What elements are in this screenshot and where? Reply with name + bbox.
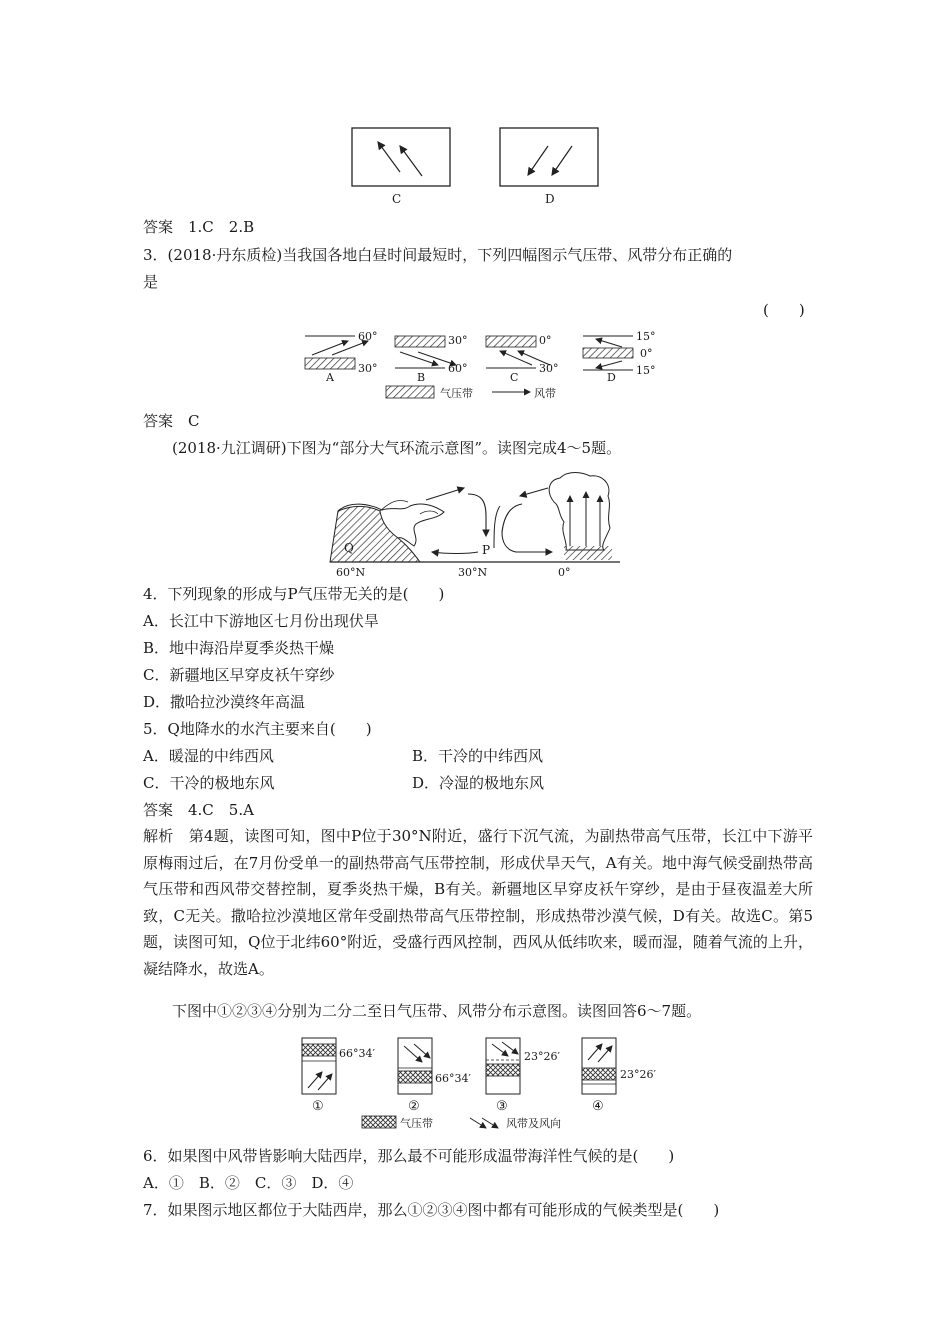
figure-label-d: D xyxy=(545,192,555,206)
q6-panel4-lat: 23°26′ xyxy=(620,1068,656,1081)
circulation-label-p: P xyxy=(482,543,491,557)
q3-d-lat-bottom: 15° xyxy=(636,364,656,377)
question-5-option-a: A．暖湿的中纬西风 xyxy=(143,747,274,765)
question-4-option-a: A．长江中下游地区七月份出现伏旱 xyxy=(143,612,379,630)
question-3-line2: 是 xyxy=(143,273,159,291)
q3-a-lat-bottom: 30° xyxy=(358,362,378,375)
figure-wind-boxes-cd xyxy=(340,120,620,215)
q6-panel3-label: ③ xyxy=(496,1099,508,1114)
intro-6-7: 下图中①②③④分别为二分二至日气压带、风带分布示意图。读图回答6～7题。 xyxy=(172,1002,702,1020)
answer-3: 答案 C xyxy=(143,412,200,430)
question-4-stem: 4．下列现象的形成与P气压带无关的是( ) xyxy=(143,585,445,603)
circulation-lat-60: 60°N xyxy=(336,566,366,579)
question-5-option-b: B．干冷的中纬西风 xyxy=(412,747,544,765)
question-5-stem: 5．Q地降水的水汽主要来自( ) xyxy=(143,720,372,738)
question-4-option-d: D．撒哈拉沙漠终年高温 xyxy=(143,693,306,711)
circulation-lat-0: 0° xyxy=(558,566,571,579)
q3-a-lat-top: 60° xyxy=(358,330,378,343)
question-5-option-c: C．干冷的极地东风 xyxy=(143,774,275,792)
answer-4-5: 答案 4.C 5.A xyxy=(143,801,254,819)
q6-panel3-lat: 23°26′ xyxy=(524,1050,560,1063)
q3-c-lat-top: 0° xyxy=(539,334,552,347)
question-6-stem: 6．如果图中风带皆影响大陆西岸，那么最不可能形成温带海洋性气候的是( ) xyxy=(143,1147,675,1165)
q3-d-lat-mid: 0° xyxy=(640,347,653,360)
q3-label-d: D xyxy=(607,371,616,384)
circulation-label-q: Q xyxy=(344,541,354,555)
question-6-options: A．① B．② C．③ D．④ xyxy=(143,1174,354,1192)
question-5-option-d: D．冷湿的极地东风 xyxy=(412,774,545,792)
circulation-lat-30: 30°N xyxy=(458,566,488,579)
q6-panel1-label: ① xyxy=(312,1099,324,1114)
q6-panel4-label: ④ xyxy=(592,1099,604,1114)
q3-legend-wind: 风带 xyxy=(534,387,556,400)
question-4-option-b: B．地中海沿岸夏季炎热干燥 xyxy=(143,639,335,657)
question-3-line1: 3．(2018·丹东质检)当我国各地白昼时间最短时，下列四幅图示气压带、风带分布正确的 xyxy=(143,246,733,264)
q6-legend-pressure: 气压带 xyxy=(400,1117,433,1130)
question-4-option-c: C．新疆地区早穿皮袄午穿纱 xyxy=(143,666,335,684)
figure-atmospheric-circulation xyxy=(320,466,630,578)
q3-label-c: C xyxy=(510,371,519,384)
analysis-paragraph: 解析 第4题，读图可知，图中P位于30°N附近，盛行下沉气流，为副热带高气压带，长江中下游平原梅雨过后，在7月份受单一的副热带高气压带控制，形成伏旱天气，A有关。地中海气候受副热带高气压带和西风带交替控制，夏季炎热干燥，B有关。新疆地区早穿皮袄午穿纱，是由于昼夜温差大所致，C无关。撒哈拉沙漠地区常年受副热带高气压带控制，形成热带沙漠气候，D有关。故选C。第5题，读图可知，Q位于北纬60°附近，受盛行西风控制，西风从低纬吹来，暖而湿，随着气流的上升，凝结降水，故选A。 xyxy=(143,827,813,978)
q3-legend-pressure: 气压带 xyxy=(440,387,473,400)
q3-b-lat-bottom: 60° xyxy=(448,362,468,375)
q3-label-a: A xyxy=(326,371,334,384)
figure-solstice-equinox-belts xyxy=(298,1030,678,1140)
answer-1-2: 答案 1.C 2.B xyxy=(143,218,255,236)
q3-b-lat-top: 30° xyxy=(448,334,468,347)
intro-4-5: (2018·九江调研)下图为“部分大气环流示意图”。读图完成4～5题。 xyxy=(172,439,622,457)
q6-legend-wind: 风带及风向 xyxy=(506,1117,561,1130)
q6-panel2-lat: 66°34′ xyxy=(435,1072,471,1085)
question-7-stem: 7．如果图示地区都位于大陆西岸，那么①②③④图中都有可能形成的气候类型是( ) xyxy=(143,1201,720,1219)
q6-panel1-lat: 66°34′ xyxy=(339,1047,375,1060)
q3-d-lat-top: 15° xyxy=(636,330,656,343)
q3-label-b: B xyxy=(417,371,426,384)
answer-blank-3: ( ) xyxy=(763,301,805,319)
q6-panel2-label: ② xyxy=(408,1099,420,1114)
figure-pressure-wind-belts-q3 xyxy=(300,328,670,403)
q3-c-lat-bottom: 30° xyxy=(539,362,559,375)
figure-label-c: C xyxy=(392,192,402,206)
